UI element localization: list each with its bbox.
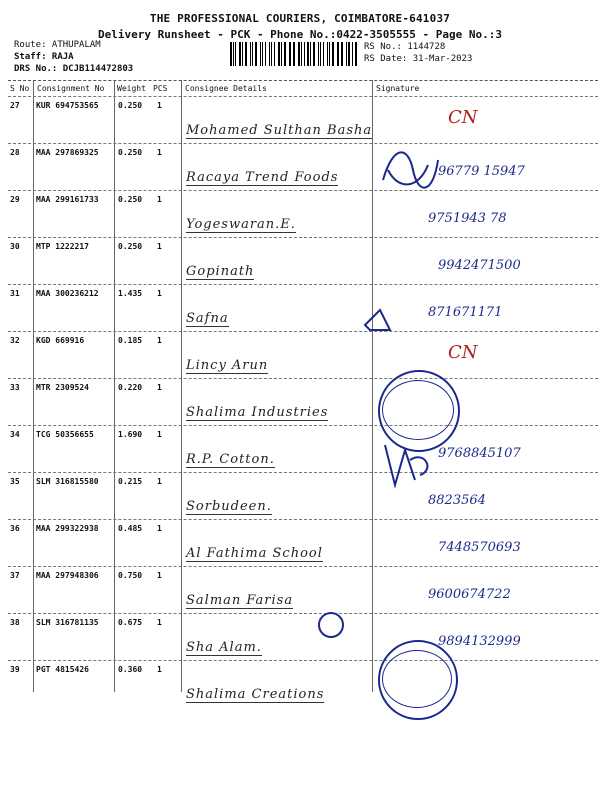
barcode-bar	[348, 42, 350, 66]
row-signature: 9942471500	[438, 258, 521, 273]
barcode-bar	[255, 42, 257, 66]
barcode-bar	[293, 42, 295, 66]
col-header-consignee: Consignee Details	[185, 84, 267, 93]
signature-scribble	[378, 140, 448, 200]
col-header-weight: Weight	[117, 84, 146, 93]
row-pcs: 1	[157, 195, 162, 204]
row-pcs: 1	[157, 618, 162, 627]
row-pcs: 1	[157, 524, 162, 533]
barcode-bar	[313, 42, 315, 66]
barcode-bar	[235, 42, 236, 66]
barcode-bar	[337, 42, 338, 66]
row-consignment-no: MTP 1222217	[36, 242, 89, 251]
barcode-bar	[301, 42, 302, 66]
row-pcs: 1	[157, 336, 162, 345]
table-row	[8, 660, 598, 712]
row-consignee-handwritten: Safna	[186, 311, 229, 326]
barcode-bar	[298, 42, 300, 66]
row-signature: 8823564	[428, 493, 486, 508]
barcode-bar	[346, 42, 347, 66]
row-signature: 9768845107	[438, 446, 521, 461]
row-sno: 39	[10, 665, 20, 674]
barcode-bar	[245, 42, 247, 66]
row-pcs: 1	[157, 430, 162, 439]
row-sno: 38	[10, 618, 20, 627]
row-consignment-no: MAA 297948306	[36, 571, 99, 580]
col-header-signature: Signature	[376, 84, 420, 93]
row-weight: 0.485	[118, 524, 143, 533]
row-signature: 9894132999	[438, 634, 521, 649]
row-sno: 35	[10, 477, 20, 486]
barcode-bar	[262, 42, 263, 66]
row-pcs: 1	[157, 242, 162, 251]
barcode	[230, 42, 358, 66]
route-label: Route: ATHUPALAM	[14, 40, 101, 50]
table-row	[8, 284, 598, 336]
row-consignee-handwritten: Lincy Arun	[186, 358, 269, 373]
barcode-bar	[265, 42, 267, 66]
barcode-bar	[252, 42, 253, 66]
barcode-bar	[284, 42, 286, 66]
row-consignment-no: MTR 2309524	[36, 383, 89, 392]
col-header-sno: S No	[10, 84, 30, 93]
table-row	[8, 519, 598, 571]
row-consignment-no: MAA 300236212	[36, 289, 99, 298]
row-sno: 28	[10, 148, 20, 157]
table-row	[8, 96, 598, 148]
row-weight: 0.215	[118, 477, 143, 486]
row-weight: 0.250	[118, 148, 143, 157]
barcode-bar	[290, 42, 291, 66]
stamp-inner-ring	[382, 380, 454, 440]
row-weight: 0.360	[118, 665, 143, 674]
row-weight: 0.250	[118, 101, 143, 110]
row-signature: CN	[448, 107, 478, 128]
row-consignee-handwritten: Salman Farisa	[186, 593, 294, 608]
row-consignment-no: SLM 316815580	[36, 477, 99, 486]
barcode-bar	[250, 42, 252, 66]
row-weight: 0.250	[118, 195, 143, 204]
row-consignee-handwritten: Racaya Trend Foods	[186, 170, 339, 185]
row-consignment-no: PGT 4815426	[36, 665, 89, 674]
row-pcs: 1	[157, 665, 162, 674]
barcode-bar	[233, 42, 234, 66]
rs-number: RS No.: 1144728	[364, 42, 446, 52]
row-pcs: 1	[157, 571, 162, 580]
barcode-bar	[320, 42, 322, 66]
barcode-bar	[271, 42, 272, 66]
barcode-bar	[304, 42, 305, 66]
table-row	[8, 331, 598, 383]
row-consignment-no: MAA 299161733	[36, 195, 99, 204]
barcode-bar	[352, 42, 353, 66]
row-weight: 0.185	[118, 336, 143, 345]
row-pcs: 1	[157, 477, 162, 486]
drs-number: DRS No.: DCJB114472803	[14, 64, 134, 74]
barcode-bar	[230, 42, 232, 66]
row-signature: CN	[448, 342, 478, 363]
row-consignment-no: TCG 50356655	[36, 430, 94, 439]
barcode-bar	[274, 42, 276, 66]
row-weight: 0.250	[118, 242, 143, 251]
row-consignee-handwritten: Al Fathima School	[186, 546, 323, 561]
row-signature: 871671171	[428, 305, 503, 320]
table-row	[8, 425, 598, 477]
row-signature: 96779 15947	[438, 164, 525, 179]
row-sno: 37	[10, 571, 20, 580]
row-consignee-handwritten: Shalima Industries	[186, 405, 329, 420]
table-row	[8, 613, 598, 665]
signature-scribble	[360, 305, 400, 335]
company-title: THE PROFESSIONAL COURIERS, COIMBATORE-641037	[149, 12, 451, 25]
row-consignment-no: SLM 316781135	[36, 618, 99, 627]
row-consignee-handwritten: R.P. Cotton.	[186, 452, 275, 467]
row-pcs: 1	[157, 289, 162, 298]
row-signature: 9751943 78	[428, 211, 507, 226]
row-sno: 30	[10, 242, 20, 251]
row-signature: 9600674722	[428, 587, 511, 602]
barcode-bar	[307, 42, 309, 66]
barcode-bar	[323, 42, 324, 66]
barcode-bar	[329, 42, 331, 66]
row-sno: 33	[10, 383, 20, 392]
barcode-bar	[289, 42, 290, 66]
signature-scribble	[380, 440, 440, 490]
row-sno: 29	[10, 195, 20, 204]
row-pcs: 1	[157, 383, 162, 392]
row-consignment-no: KUR 694753565	[36, 101, 99, 110]
table-row	[8, 190, 598, 242]
row-weight: 1.690	[118, 430, 143, 439]
table-row	[8, 566, 598, 618]
table-row	[8, 472, 598, 524]
table-row	[8, 237, 598, 289]
table-row	[8, 378, 598, 430]
staff-label: Staff: RAJA	[14, 52, 74, 62]
barcode-bar	[318, 42, 319, 66]
row-consignee-handwritten: Sha Alam.	[186, 640, 262, 655]
col-header-consignment: Consignment No	[37, 84, 105, 93]
stamp-inner-ring	[382, 650, 452, 708]
row-sno: 32	[10, 336, 20, 345]
row-consignee-handwritten: Shalima Creations	[186, 687, 325, 702]
barcode-bar	[341, 42, 343, 66]
row-weight: 0.220	[118, 383, 143, 392]
row-consignee-handwritten: Yogeswaran.E.	[186, 217, 296, 232]
rs-date: RS Date: 31-Mar-2023	[364, 54, 473, 64]
row-weight: 1.435	[118, 289, 143, 298]
barcode-bar	[239, 42, 241, 66]
row-signature: 7448570693	[438, 540, 521, 555]
barcode-bar	[310, 42, 311, 66]
barcode-bar	[278, 42, 280, 66]
runsheet-subtitle: Delivery Runsheet - PCK - Phone No.:0422-3505555 - Page No.:3	[98, 28, 502, 41]
row-consignee-handwritten: Gopinath	[186, 264, 255, 279]
barcode-bar	[332, 42, 334, 66]
row-weight: 0.750	[118, 571, 143, 580]
barcode-bar	[338, 42, 339, 66]
barcode-bar	[260, 42, 261, 66]
barcode-bar	[281, 42, 282, 66]
row-consignee-handwritten: Sorbudeen.	[186, 499, 272, 514]
barcode-bar	[355, 42, 357, 66]
small-stamp-mark	[318, 612, 344, 638]
row-weight: 0.675	[118, 618, 143, 627]
row-sno: 31	[10, 289, 20, 298]
row-consignee-handwritten: Mohamed Sulthan Basha	[186, 123, 373, 138]
barcode-bar	[327, 42, 328, 66]
row-sno: 34	[10, 430, 20, 439]
row-consignment-no: KGD 669916	[36, 336, 85, 345]
row-consignment-no: MAA 297869325	[36, 148, 99, 157]
row-pcs: 1	[157, 148, 162, 157]
barcode-bar	[242, 42, 243, 66]
row-consignment-no: MAA 299322938	[36, 524, 99, 533]
row-sno: 36	[10, 524, 20, 533]
col-header-pcs: PCS	[153, 84, 168, 93]
row-sno: 27	[10, 101, 20, 110]
row-pcs: 1	[157, 101, 162, 110]
barcode-bar	[269, 42, 270, 66]
table-row	[8, 143, 598, 195]
